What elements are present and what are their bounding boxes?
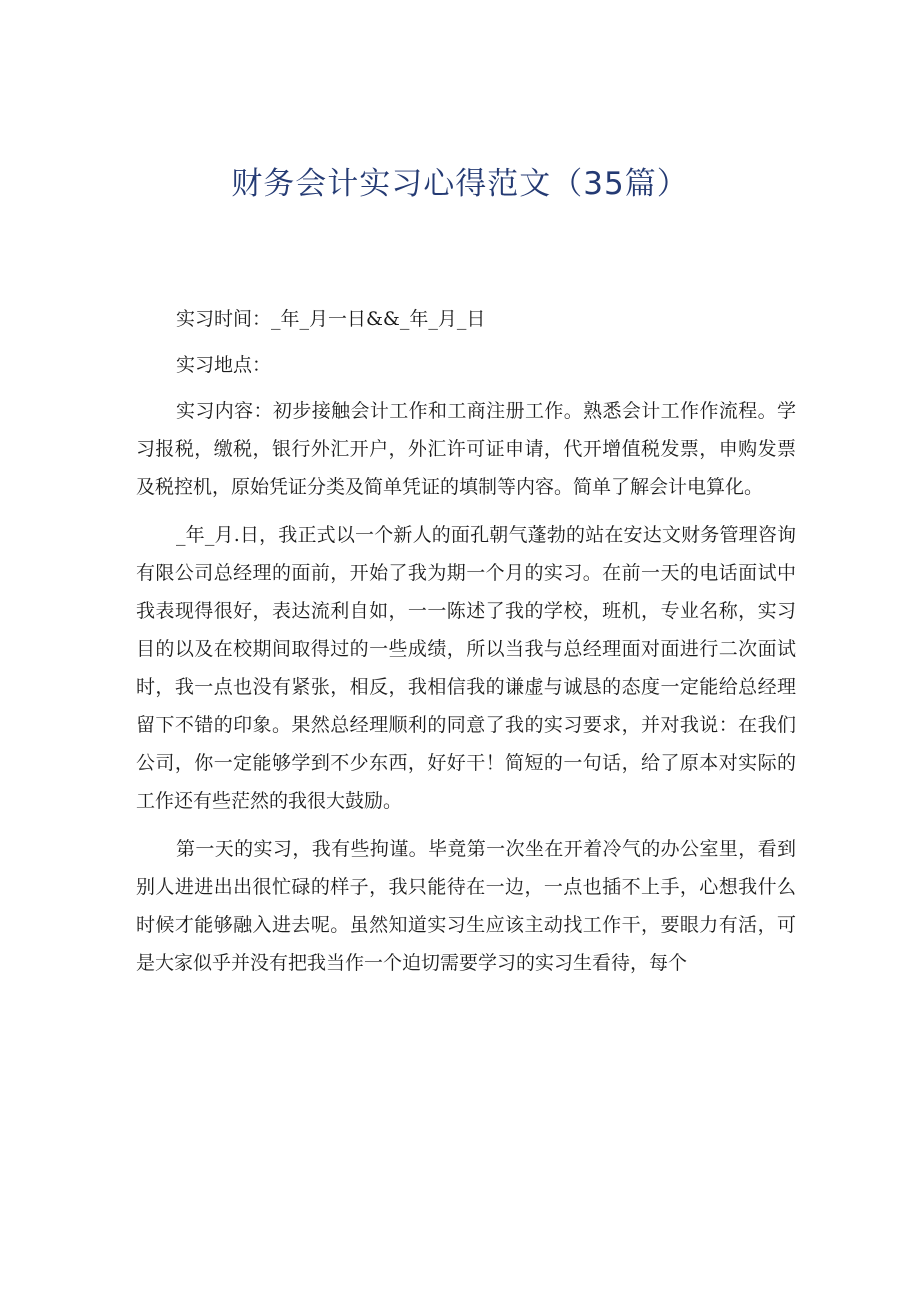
first-day-experience-paragraph: 第一天的实习，我有些拘谨。毕竟第一次坐在开着冷气的办公室里，看到别人进进出出很忙碌的样子，我只能待在一边，一点也插不上手，心想我什么时候才能够融入进去呢。虽然知道实习生应该主动找工作干，要眼力有活，可是大家似乎并没有把我当作一个迫切需要学习的实习生看待，每个 (136, 838, 796, 974)
first-day-arrival-paragraph: _年_月.日，我正式以一个新人的面孔朝气蓬勃的站在安达文财务管理咨询有限公司总经理的面前，开始了我为期一个月的实习。在前一天的电话面试中我表现得很好，表达流利自如，一一陈述了我的学校，班机，专业名称，实习目的以及在校期间取得过的一些成绩，所以当我与总经理面对面进行二次面试时，我一点也没有紧张，相反，我相信我的谦虚与诚恳的态度一定能给总经理留下不错的印象。果然总经理顺利的同意了我的实习要求，并对我说：在我们公司，你一定能够学到不少东西，好好干！简短的一句话，给了原本对实际的工作还有些茫然的我很大鼓励。 (136, 524, 796, 812)
document-body (136, 300, 796, 992)
document-title: 财务会计实习心得范文（35篇） (231, 166, 689, 202)
internship-location-line: 实习地点： (176, 354, 272, 376)
internship-time-line: 实习时间：_年_月一日&&_年_月_日 (176, 308, 486, 330)
internship-content-paragraph: 实习内容：初步接触会计工作和工商注册工作。熟悉会计工作作流程。学习报税，缴税，银行外汇开户，外汇许可证申请，代开增值税发票，申购发票及税控机，原始凭证分类及简单凭证的填制等内容。简单了解会计电算化。 (136, 400, 796, 498)
